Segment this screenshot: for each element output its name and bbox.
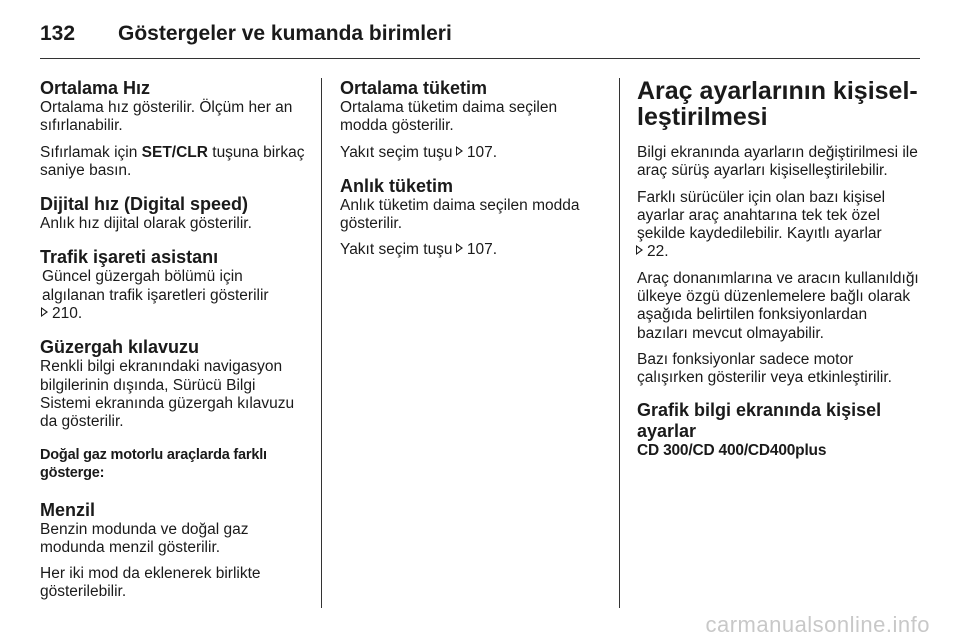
column-divider [321, 78, 322, 608]
watermark: carmanualsonline.info [705, 612, 930, 637]
reset-text-post: tuşuna birkaç saniye basın. [40, 143, 305, 179]
heading-instant-consumption: Anlık tüketim [340, 175, 454, 196]
section-instant-consumption [340, 176, 600, 260]
section-cng-display [40, 446, 308, 482]
column-left [40, 78, 308, 616]
section-average-speed [40, 78, 308, 180]
paragraph-range-1: Benzin modunda ve doğal gaz modunda menzil gösterilir. [40, 520, 249, 556]
section-average-consumption [340, 78, 600, 162]
page-ref-107[interactable]: 107. [466, 143, 498, 161]
heading-average-speed: Ortalama Hız [40, 78, 151, 98]
heading-vehicle-personalization: Araç ayarlarının kişisel-leştirilmesi [637, 77, 918, 131]
page-ref-arrow-icon [457, 146, 463, 156]
section-route-guidance [40, 337, 308, 431]
heading-route-guidance: Güzergah kılavuzu [40, 337, 200, 358]
paragraph-reset-instruction [40, 144, 308, 181]
personalization-text: Farklı sürücüler için olan bazı kişisel ayarlar araç anahtarına tek tek özel şekilde kaydedilebilir. Kayıtlı ayarlar [637, 188, 886, 243]
paragraph-route-guidance: Renkli bilgi ekranındaki navigasyon bilgilerinin dışında, Sürücü Bilgi Sistemi ekranında güzergah kılavuzu da gösterilir. [40, 358, 295, 431]
traffic-sign-text: Güncel güzergah bölümü için algılanan trafik işaretleri gösterilir [42, 268, 269, 304]
paragraph-traffic-sign [40, 268, 308, 323]
heading-digital-speed: Dijital hız (Digital speed) [40, 194, 249, 215]
page-ref-107[interactable]: 107. [466, 241, 498, 259]
paragraph-personalization-4: Bazı fonksiyonlar sadece motor çalışırken gösterilir veya etkinleştirilir. [637, 350, 892, 387]
paragraph-average-speed: Ortalama hız gösterilir. Ölçüm her an sıfırlanabilir. [40, 99, 293, 135]
paragraph-personalization-2 [637, 189, 920, 262]
set-clr-key: SET/CLR [141, 143, 208, 161]
heading-traffic-sign: Trafik işareti asistanı [40, 247, 219, 268]
heading-range: Menzil [40, 499, 96, 520]
paragraph-instant-consumption: Anlık tüketim daima seçilen modda gösterilir. [340, 196, 580, 233]
reset-text-pre: Sıfırlamak için [40, 143, 142, 161]
column-middle [340, 78, 600, 274]
heading-cng-display: Doğal gaz motorlu araçlarda farklı gösterge: [40, 446, 267, 481]
paragraph-personalization-3: Araç donanımlarına ve aracın kullanıldığı ülkeye özgü düzenlemelere bağlı olarak aşağıda belirtilen fonksiyonlardan bazıları mevcut olmayabilir. [637, 269, 919, 342]
page-header [40, 18, 920, 59]
page-ref-22[interactable]: 22. [647, 243, 669, 261]
paragraph-personalization-1: Bilgi ekranında ayarların değiştirilmesi ile araç sürüş ayarları kişiselleştirilebilir. [637, 144, 918, 180]
section-range [40, 500, 308, 602]
paragraph-digital-speed: Anlık hız dijital olarak gösterilir. [40, 215, 252, 233]
heading-graphic-display-settings: Grafik bilgi ekranında kişisel ayarlar [637, 399, 882, 441]
page-ref-arrow-icon [42, 307, 48, 317]
fuel-key-text: Yakıt seçim tuşu [340, 241, 453, 259]
column-divider [619, 78, 620, 608]
fuel-key-text: Yakıt seçim tuşu [340, 143, 453, 161]
page-ref-210[interactable]: 210. [52, 305, 83, 323]
section-traffic-sign [40, 247, 308, 323]
page-ref-arrow-icon [637, 245, 643, 255]
column-right [637, 78, 920, 472]
page-ref-arrow-icon [457, 243, 463, 253]
models-label: CD 300/CD 400/CD400plus [637, 441, 827, 459]
paragraph-fuel-key-1 [340, 144, 600, 162]
page-number: 132 [40, 22, 76, 45]
heading-average-consumption: Ortalama tüketim [340, 78, 488, 98]
paragraph-range-2: Her iki mod da eklenerek birlikte gösterilebilir. [40, 565, 261, 601]
section-digital-speed [40, 194, 308, 233]
paragraph-average-consumption: Ortalama tüketim daima seçilen modda gösterilir. [340, 99, 558, 135]
page-title: Göstergeler ve kumanda birimleri [118, 22, 452, 45]
paragraph-fuel-key-2 [340, 241, 600, 259]
